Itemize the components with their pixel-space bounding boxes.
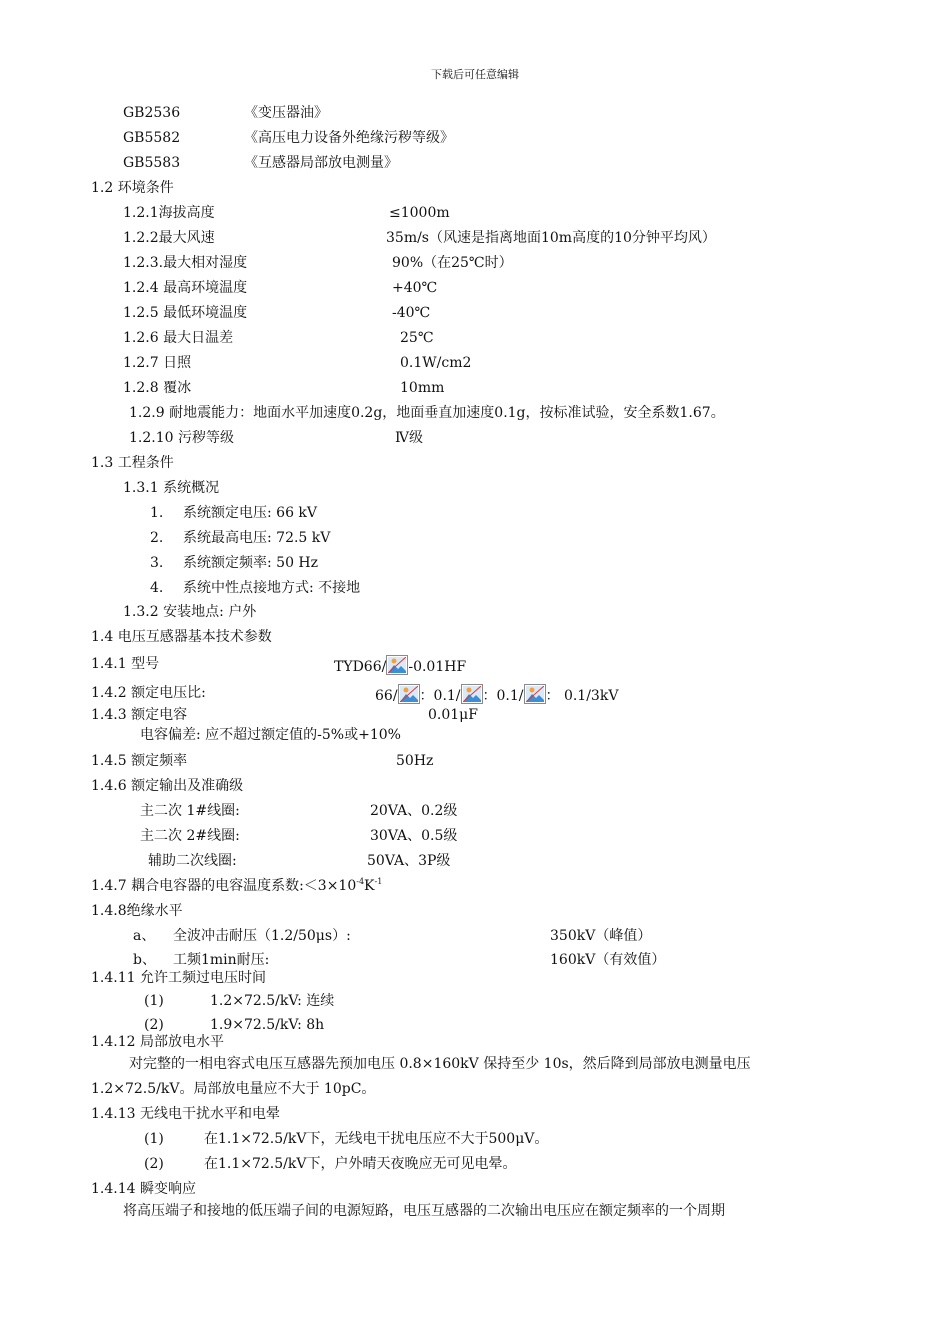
subsection-heading: 1.4.6 额定输出及准确级 — [91, 778, 244, 794]
insulation-label: 全波冲击耐压（1.2/50μs）: — [173, 928, 351, 944]
param-label: 1.4.5 额定频率 — [91, 753, 188, 769]
subsection-heading: 1.4.14 瞬变响应 — [91, 1181, 196, 1197]
list-number: 4. — [150, 580, 164, 596]
model-prefix: TYD66/ — [334, 659, 387, 675]
cap-deviation: 电容偏差: 应不超过额定值的-5%或+10% — [140, 727, 401, 743]
list-mark: (2) — [144, 1017, 164, 1033]
env-label: 1.2.4 最高环境温度 — [123, 280, 248, 296]
list-item: 1.9×72.5/kV: 8h — [210, 1017, 325, 1033]
list-item: 系统中性点接地方式: 不接地 — [183, 580, 361, 596]
env-label: 1.2.3.最大相对湿度 — [123, 255, 248, 271]
missing-image-icon — [386, 655, 408, 675]
list-mark: (2) — [144, 1156, 164, 1172]
env-value: -40℃ — [392, 305, 431, 321]
env-value: 10mm — [400, 380, 445, 396]
standard-code: GB5583 — [123, 155, 181, 171]
output-value: 50VA、3P级 — [367, 853, 451, 869]
env-label: 1.2.5 最低环境温度 — [123, 305, 248, 321]
env-value: Ⅳ级 — [395, 430, 423, 446]
env-label: 1.2.1海拔高度 — [123, 205, 215, 221]
standard-title: 《互感器局部放电测量》 — [244, 155, 398, 171]
subsection-heading: 1.3.1 系统概况 — [123, 480, 220, 496]
list-mark: (1) — [144, 993, 164, 1009]
insulation-value: 350kV（峰值） — [550, 928, 652, 944]
ratio-part: 66/ — [375, 688, 398, 704]
list-item: 系统额定电压: 66 kV — [183, 505, 318, 521]
section-heading: 1.2 环境条件 — [91, 180, 174, 196]
seismic-text: 1.2.9 耐地震能力：地面水平加速度0.2g，地面垂直加速度0.1g，按标准试验，安全系数1.67。 — [129, 405, 725, 421]
param-label: 1.4.1 型号 — [91, 656, 160, 672]
paragraph-line: 对完整的一相电容式电压互感器先预加电压 0.8×160kV 保持至少 10s，然后降到局部放电测量电压 — [129, 1056, 751, 1072]
section-heading: 1.3 工程条件 — [91, 455, 174, 471]
paragraph-line: 1.2×72.5/kV。局部放电量应不大于 10pC。 — [91, 1081, 376, 1097]
model-value — [334, 655, 466, 676]
param-value: 0.01μF — [428, 707, 478, 723]
output-value: 30VA、0.5级 — [370, 828, 458, 844]
param-value: 50Hz — [396, 753, 434, 769]
missing-image-icon — [524, 684, 546, 704]
list-item: 系统额定频率: 50 Hz — [183, 555, 319, 571]
list-mark: (1) — [144, 1131, 164, 1147]
temp-coef-text: 1.4.7 耦合电容器的电容温度系数:＜3×10 — [91, 878, 357, 894]
subsection-heading: 1.4.12 局部放电水平 — [91, 1034, 224, 1050]
list-number: 3. — [150, 555, 164, 571]
list-item: 1.2×72.5/kV: 连续 — [210, 993, 335, 1009]
param-label: 1.4.3 额定电容 — [91, 707, 188, 723]
page-header: 下载后可任意编辑 — [431, 68, 519, 81]
output-value: 20VA、0.2级 — [370, 803, 458, 819]
list-mark: a、 — [133, 928, 156, 944]
output-label: 主二次 1#线圈: — [140, 803, 240, 819]
ratio-value — [375, 684, 618, 705]
temp-exp: -1 — [374, 877, 383, 886]
env-label: 1.2.7 日照 — [123, 355, 192, 371]
ratio-part: ：0.1/ — [482, 688, 524, 704]
missing-image-icon — [461, 684, 483, 704]
insulation-label: 工频1min耐压: — [173, 952, 270, 968]
list-item: 在1.1×72.5/kV下，无线电干扰电压应不大于500μV。 — [204, 1131, 549, 1147]
env-value: 35m/s（风速是指离地面10m高度的10分钟平均风） — [386, 230, 716, 246]
env-label: 1.2.8 覆冰 — [123, 380, 192, 396]
list-number: 2. — [150, 530, 164, 546]
subsection-heading: 1.4.11 允许工频过电压时间 — [91, 970, 266, 986]
env-label: 1.2.6 最大日温差 — [123, 330, 234, 346]
subsection-heading: 1.4.8绝缘水平 — [91, 903, 183, 919]
output-label: 主二次 2#线圈: — [140, 828, 240, 844]
env-label: 1.2.2最大风速 — [123, 230, 215, 246]
subsection-heading: 1.3.2 安装地点: 户外 — [123, 604, 257, 620]
list-mark: b、 — [133, 952, 156, 968]
insulation-value: 160kV（有效值） — [550, 952, 666, 968]
standard-title: 《高压电力设备外绝缘污秽等级》 — [244, 130, 454, 146]
env-value: 90%（在25℃时） — [392, 255, 513, 271]
env-value: ≤1000m — [389, 205, 450, 221]
env-value: +40℃ — [392, 280, 438, 296]
standard-code: GB5582 — [123, 130, 181, 146]
list-item: 在1.1×72.5/kV下，户外晴天夜晚应无可见电晕。 — [204, 1156, 517, 1172]
env-label: 1.2.10 污秽等级 — [129, 430, 234, 446]
standard-code: GB2536 — [123, 105, 181, 121]
missing-image-icon — [398, 684, 420, 704]
standard-title: 《变压器油》 — [244, 105, 328, 121]
ratio-part: ： 0.1/3kV — [545, 688, 619, 704]
paragraph-line: 将高压端子和接地的低压端子间的电源短路，电压互感器的二次输出电压应在额定频率的一个周期 — [123, 1203, 725, 1219]
env-value: 25℃ — [400, 330, 434, 346]
output-label: 辅助二次线圈: — [148, 853, 237, 869]
temp-exp: -4 — [356, 877, 365, 886]
model-suffix: -0.01HF — [408, 659, 467, 675]
subsection-heading: 1.4.13 无线电干扰水平和电晕 — [91, 1106, 280, 1122]
list-number: 1. — [150, 505, 164, 521]
temp-coefficient — [91, 877, 382, 895]
param-label: 1.4.2 额定电压比: — [91, 685, 206, 701]
ratio-part: ：0.1/ — [419, 688, 461, 704]
env-value: 0.1W/cm2 — [400, 355, 472, 371]
section-heading: 1.4 电压互感器基本技术参数 — [91, 629, 272, 645]
temp-unit: K — [364, 878, 375, 894]
list-item: 系统最高电压: 72.5 kV — [183, 530, 331, 546]
